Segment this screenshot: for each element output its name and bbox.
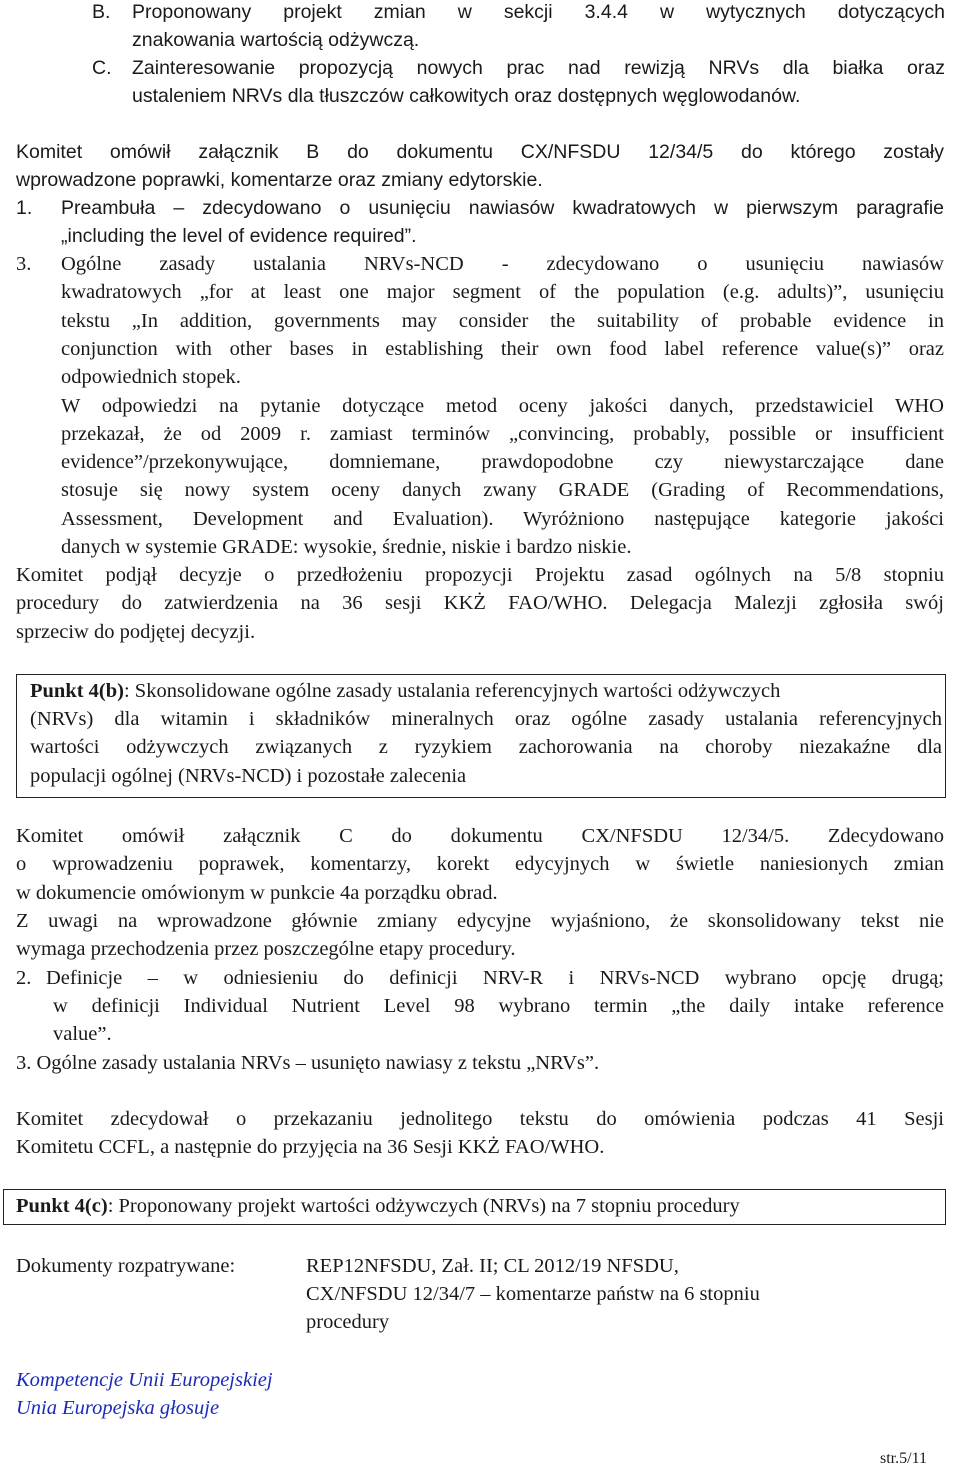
item2b-marker: 2.	[16, 967, 32, 989]
para3-line-4: Z uwagi na wprowadzone głównie zmiany edycyjne wyjaśniono, że skonsolidowany tekst nie	[16, 910, 944, 932]
agenda-item-4b-line-3: wartości odżywczych związanych z ryzykiem zachorowania na choroby niezakaźne dla	[30, 736, 942, 758]
item3-line-2: kwadratowych „for at least one major segment of the population (e.g. adults)”, usunięciu	[61, 281, 944, 303]
agenda-item-4c-title: : Proponowany projekt wartości odżywczych (NRVs) na 7 stopniu procedury	[107, 1195, 740, 1217]
item2b-line-3: value”.	[53, 1023, 112, 1045]
para3-line-2: o wprowadzeniu poprawek, komentarzy, korekt edycyjnych w świetle naniesionych zmian	[16, 853, 944, 875]
para4-line-2: Komitetu CCFL, a następnie do przyjęcia na 36 Sesji KKŻ FAO/WHO.	[16, 1136, 605, 1158]
agenda-item-4b-line-4: populacji ogólnej (NRVs-NCD) i pozostałe zalecenia	[30, 765, 467, 787]
item3-line-3: tekstu „In addition, governments may consider the suitability of probable evidence in	[61, 310, 944, 332]
para3-line-3: w dokumencie omówionym w punkcie 4a porządku obrad.	[16, 882, 498, 904]
para3-line-5: wymaga przechodzenia przez poszczególne etapy procedury.	[16, 938, 516, 960]
para2-line-1: Komitet podjął decyzje o przedłożeniu propozycji Projektu zasad ogólnych na 5/8 stopniu	[16, 564, 944, 586]
item2b-line-1: Definicje – w odniesieniu do definicji NRV-R i NRVs-NCD wybrano opcję drugą;	[46, 967, 944, 989]
item3b: 3. Ogólne zasady ustalania NRVs – usunięto nawiasy z tekstu „NRVs”.	[16, 1052, 600, 1074]
para2-line-2: procedury do zatwierdzenia na 36 sesji KKŻ FAO/WHO. Delegacja Malezji zgłosiła swój	[16, 592, 944, 614]
item3-marker: 3.	[16, 253, 32, 275]
item3-line-8: evidence”/przekonywujące, domniemane, prawdopodobne czy niewystarczające dane	[61, 451, 944, 473]
documents-line-3: procedury	[306, 1311, 390, 1333]
documents-line-1: REP12NFSDU, Zał. II; CL 2012/19 NFSDU,	[306, 1255, 679, 1277]
agenda-item-4b-first-line	[30, 677, 780, 705]
list-item-b-line-1: Proponowany projekt zmian w sekcji 3.4.4 w wytycznych dotyczących	[132, 1, 945, 23]
item3-line-1: Ogólne zasady ustalania NRVs-NCD - zdecydowano o usunięciu nawiasów	[61, 253, 944, 275]
item3-line-10: Assessment, Development and Evaluation). Wyróżniono następujące kategorie jakości	[61, 508, 944, 530]
item3-line-5: odpowiednich stopek.	[61, 366, 241, 388]
page-number: str.5/11	[880, 1450, 927, 1467]
list-marker-b: B.	[92, 1, 111, 23]
para1-line-2: wprowadzone poprawki, komentarze oraz zmiany edytorskie.	[16, 169, 543, 191]
item3-line-7: przekazał, że od 2009 r. zamiast terminów „convincing, probably, possible or insufficient	[61, 423, 944, 445]
documents-line-2: CX/NFSDU 12/34/7 – komentarze państw na 6 stopniu	[306, 1283, 760, 1305]
item1-line-2: „including the level of evidence required”.	[61, 225, 417, 247]
list-marker-c: C.	[92, 57, 112, 79]
agenda-item-4b-line-2: (NRVs) dla witamin i składników mineralnych oraz ogólne zasady ustalania referencyjnych	[30, 708, 942, 730]
item3-line-11: danych w systemie GRADE: wysokie, średnie, niskie i bardzo niskie.	[61, 536, 632, 558]
para3-line-1: Komitet omówił załącznik C do dokumentu CX/NFSDU 12/34/5. Zdecydowano	[16, 825, 944, 847]
item3-line-4: conjunction with other bases in establishing their own food label reference value(s)” oraz	[61, 338, 944, 360]
item3-line-6: W odpowiedzi na pytanie dotyczące metod oceny jakości danych, przedstawiciel WHO	[61, 395, 944, 417]
para4-line-1: Komitet zdecydował o przekazaniu jednolitego tekstu do omówienia podczas 41 Sesji	[16, 1108, 944, 1130]
agenda-item-4c-label: Punkt 4(c)	[16, 1195, 108, 1217]
item3-line-9: stosuje się nowy system oceny danych zwany GRADE (Grading of Recommendations,	[61, 479, 944, 501]
list-item-c-line-1: Zainteresowanie propozycją nowych prac nad rewizją NRVs dla białka oraz	[132, 57, 945, 79]
agenda-item-4c	[16, 1192, 740, 1220]
list-item-c-line-2: ustaleniem NRVs dla tłuszczów całkowitych oraz dostępnych węglowodanów.	[132, 85, 801, 107]
para1-line-1: Komitet omówił załącznik B do dokumentu CX/NFSDU 12/34/5 do którego zostały	[16, 141, 944, 163]
item1-line-1: Preambuła – zdecydowano o usunięciu nawiasów kwadratowych w pierwszym paragrafie	[61, 197, 944, 219]
item1-marker: 1.	[16, 197, 33, 219]
competence-line-2: Unia Europejska głosuje	[16, 1397, 220, 1419]
competence-line-1: Kompetencje Unii Europejskiej	[16, 1369, 273, 1391]
item2b-line-2: w definicji Individual Nutrient Level 98 wybrano termin „the daily intake reference	[53, 995, 944, 1017]
agenda-item-4b-title-start: : Skonsolidowane ogólne zasady ustalania referencyjnych wartości odżywczych	[123, 680, 781, 702]
list-item-b-line-2: znakowania wartością odżywczą.	[132, 29, 420, 51]
para2-line-3: sprzeciw do podjętej decyzji.	[16, 621, 256, 643]
documents-label: Dokumenty rozpatrywane:	[16, 1255, 236, 1277]
agenda-item-4b-label: Punkt 4(b)	[30, 680, 124, 702]
